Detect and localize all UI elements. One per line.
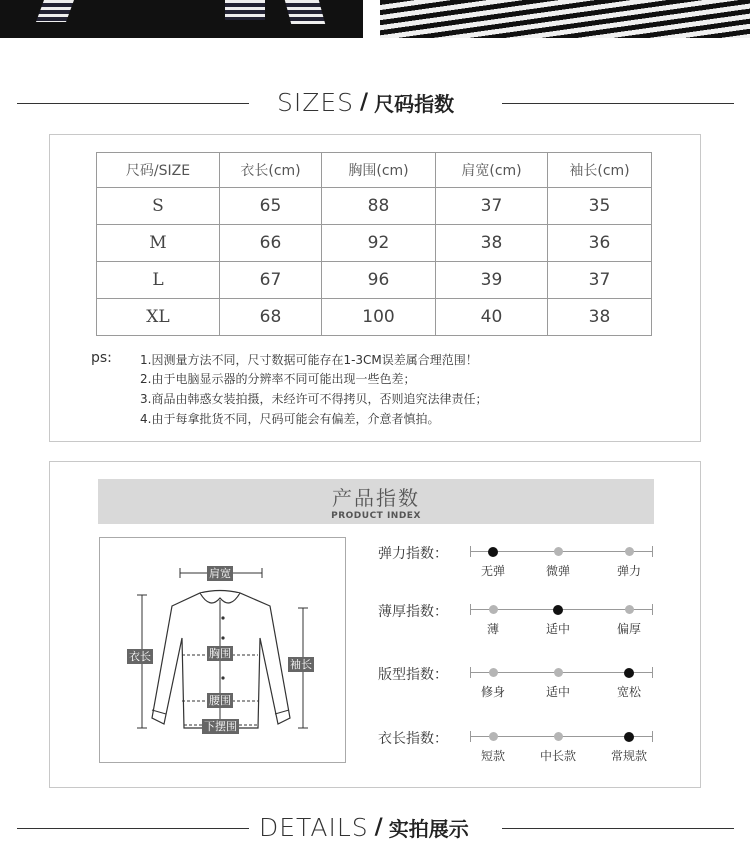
index-option-label: 常规款 xyxy=(610,749,647,763)
index-scale-tick xyxy=(652,546,653,557)
sleeve-cell: 38 xyxy=(548,299,652,336)
chest-cell: 100 xyxy=(322,299,436,336)
table-row xyxy=(97,225,652,262)
length-index-label: 衣长指数： xyxy=(378,731,448,747)
index-dot-selected xyxy=(553,605,563,615)
header-chest: 胸围(cm) xyxy=(322,153,436,188)
index-scale-tick xyxy=(470,546,471,557)
index-scale-tick xyxy=(652,667,653,678)
index-scale-tick xyxy=(652,731,653,742)
length-cell: 67 xyxy=(220,262,322,299)
garment-diagram xyxy=(99,537,346,763)
header-size: 尺码/SIZE xyxy=(97,153,220,188)
shoulder-cell: 40 xyxy=(436,299,548,336)
header-sleeve: 袖长(cm) xyxy=(548,153,652,188)
size-cell: XL xyxy=(97,299,220,336)
table-row xyxy=(97,262,652,299)
shoulder-tag: 肩宽 xyxy=(209,567,231,580)
sleeve-cell: 37 xyxy=(548,262,652,299)
chest-cell: 96 xyxy=(322,262,436,299)
sizes-heading-en: SIZES xyxy=(277,88,355,117)
index-option-label: 短款 xyxy=(480,749,505,763)
index-option-label: 薄 xyxy=(486,622,499,636)
chest-cell: 92 xyxy=(322,225,436,262)
index-scale-tick xyxy=(652,604,653,615)
index-scale-tick xyxy=(470,667,471,678)
index-dot xyxy=(625,605,634,614)
note-item: 1.因测量方法不同，尺寸数据可能存在1-3CM误差属合理范围！ xyxy=(140,353,478,367)
index-scale-tick xyxy=(470,731,471,742)
index-option-label: 适中 xyxy=(545,685,570,699)
sleeve-cell: 35 xyxy=(548,188,652,225)
size-cell: S xyxy=(97,188,220,225)
index-dot xyxy=(554,668,563,677)
waist-tag: 腰围 xyxy=(209,694,231,707)
size-cell: M xyxy=(97,225,220,262)
note-item: 3.商品由韩惑女装拍摄，未经许可不得拷贝，否则追究法律责任； xyxy=(140,392,488,406)
table-row xyxy=(97,299,652,336)
index-option-label: 无弹 xyxy=(480,564,505,578)
sizes-heading xyxy=(277,88,454,117)
product-index-banner xyxy=(98,479,654,524)
heading-rule-right xyxy=(502,828,734,829)
index-option-label: 修身 xyxy=(480,685,505,699)
index-dot xyxy=(554,547,563,556)
index-dot xyxy=(489,732,498,741)
length-cell: 66 xyxy=(220,225,322,262)
index-dot-selected xyxy=(488,547,498,557)
sleeve-cell: 36 xyxy=(548,225,652,262)
product-photo-right xyxy=(380,0,750,38)
index-option-label: 弹力 xyxy=(616,564,641,578)
note-item: 2.由于电脑显示器的分辨率不同可能出现一些色差； xyxy=(140,372,416,386)
details-heading xyxy=(259,813,469,842)
index-option-label: 适中 xyxy=(545,622,570,636)
note-item: 4.由于每拿批货不同，尺码可能会有偏差，介意者慎拍。 xyxy=(140,412,440,426)
length-tag: 衣长 xyxy=(129,650,151,663)
details-heading-zh: 实拍展示 xyxy=(388,817,469,841)
product-index-title-en: PRODUCT INDEX xyxy=(331,511,421,521)
chest-tag: 胸围 xyxy=(209,647,231,660)
sizes-heading-slash: / xyxy=(360,90,369,115)
sizes-heading-zh: 尺码指数 xyxy=(374,92,455,116)
size-cell: L xyxy=(97,262,220,299)
length-cell: 68 xyxy=(220,299,322,336)
index-dot-selected xyxy=(624,668,634,678)
size-table-header xyxy=(97,153,652,188)
product-photo-left xyxy=(0,0,363,38)
index-dot xyxy=(625,547,634,556)
size-table xyxy=(96,152,652,336)
details-heading-slash: / xyxy=(374,815,383,840)
index-dot-selected xyxy=(624,732,634,742)
product-index-title-zh: 产品指数 xyxy=(332,486,420,510)
notes-label: ps: xyxy=(91,350,112,366)
details-heading-en: DETAILS xyxy=(259,813,369,842)
sleeve-tag: 袖长 xyxy=(290,658,312,671)
index-scale-tick xyxy=(470,604,471,615)
shoulder-cell: 37 xyxy=(436,188,548,225)
heading-rule-right xyxy=(502,103,734,104)
index-option-label: 宽松 xyxy=(616,685,641,699)
shoulder-cell: 39 xyxy=(436,262,548,299)
index-option-label: 微弹 xyxy=(545,564,570,578)
chest-cell: 88 xyxy=(322,188,436,225)
table-row xyxy=(97,188,652,225)
hem-tag: 下摆围 xyxy=(204,720,237,733)
index-dot xyxy=(489,605,498,614)
index-option-label: 偏厚 xyxy=(616,622,641,636)
index-dot xyxy=(489,668,498,677)
index-option-label: 中长款 xyxy=(539,749,576,763)
length-cell: 65 xyxy=(220,188,322,225)
index-dot xyxy=(554,732,563,741)
thickness-label: 薄厚指数： xyxy=(378,604,448,620)
header-shoulder: 肩宽(cm) xyxy=(436,153,548,188)
elasticity-label: 弹力指数： xyxy=(378,546,448,562)
header-length: 衣长(cm) xyxy=(220,153,322,188)
heading-rule-left xyxy=(17,103,249,104)
heading-rule-left xyxy=(17,828,249,829)
fit-label: 版型指数： xyxy=(378,667,448,683)
shoulder-cell: 38 xyxy=(436,225,548,262)
